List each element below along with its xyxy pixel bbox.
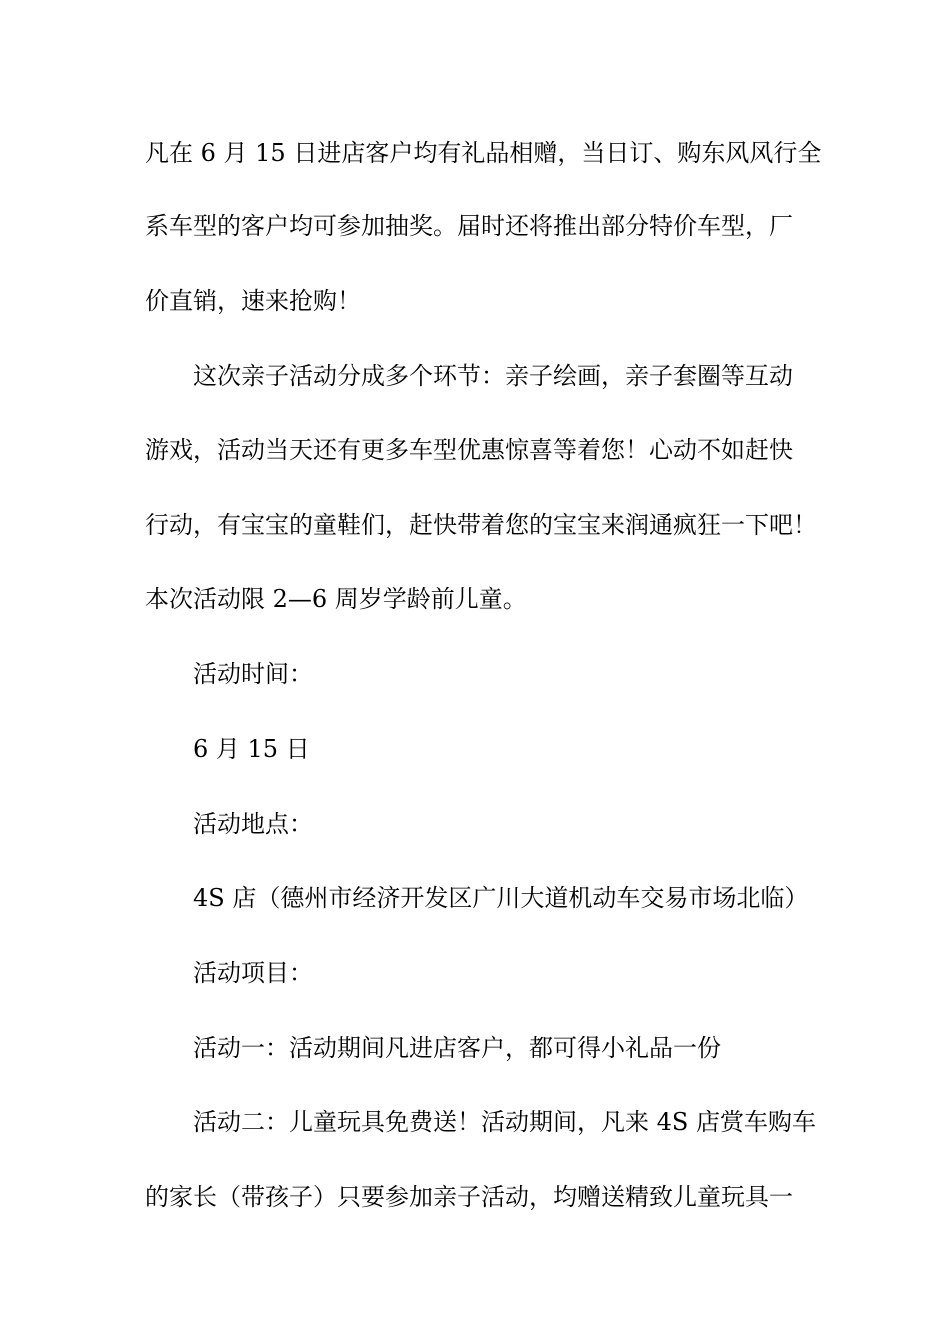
- paragraph-2-line-3: 行动，有宝宝的童鞋们，赶快带着您的宝宝来润通疯狂一下吧！: [145, 511, 817, 539]
- items-label: 活动项目：: [193, 959, 313, 987]
- paragraph-1-line-3: 价直销，速来抢购！: [145, 287, 361, 315]
- activity-2-line-1: 活动二：儿童玩具免费送！活动期间，凡来 4S 店赏车购车: [193, 1108, 816, 1136]
- time-value: 6 月 15 日: [193, 735, 310, 763]
- activity-1: 活动一：活动期间凡进店客户，都可得小礼品一份: [193, 1034, 721, 1062]
- location-label: 活动地点：: [193, 810, 313, 838]
- paragraph-2-line-1: 这次亲子活动分成多个环节：亲子绘画，亲子套圈等互动: [193, 362, 793, 390]
- paragraph-2-line-4: 本次活动限 2—6 周岁学龄前儿童。: [145, 585, 527, 613]
- location-value: 4S 店（德州市经济开发区广川大道机动车交易市场北临）: [193, 884, 809, 912]
- time-label: 活动时间：: [193, 660, 313, 688]
- paragraph-2-line-2: 游戏，活动当天还有更多车型优惠惊喜等着您！心动不如赶快: [145, 436, 793, 464]
- paragraph-1-line-2: 系车型的客户均可参加抽奖。届时还将推出部分特价车型，厂: [145, 212, 793, 240]
- paragraph-1-line-1: 凡在 6 月 15 日进店客户均有礼品相赠，当日订、购东风风行全: [145, 139, 822, 167]
- activity-2-line-2: 的家长（带孩子）只要参加亲子活动，均赠送精致儿童玩具一: [145, 1183, 793, 1211]
